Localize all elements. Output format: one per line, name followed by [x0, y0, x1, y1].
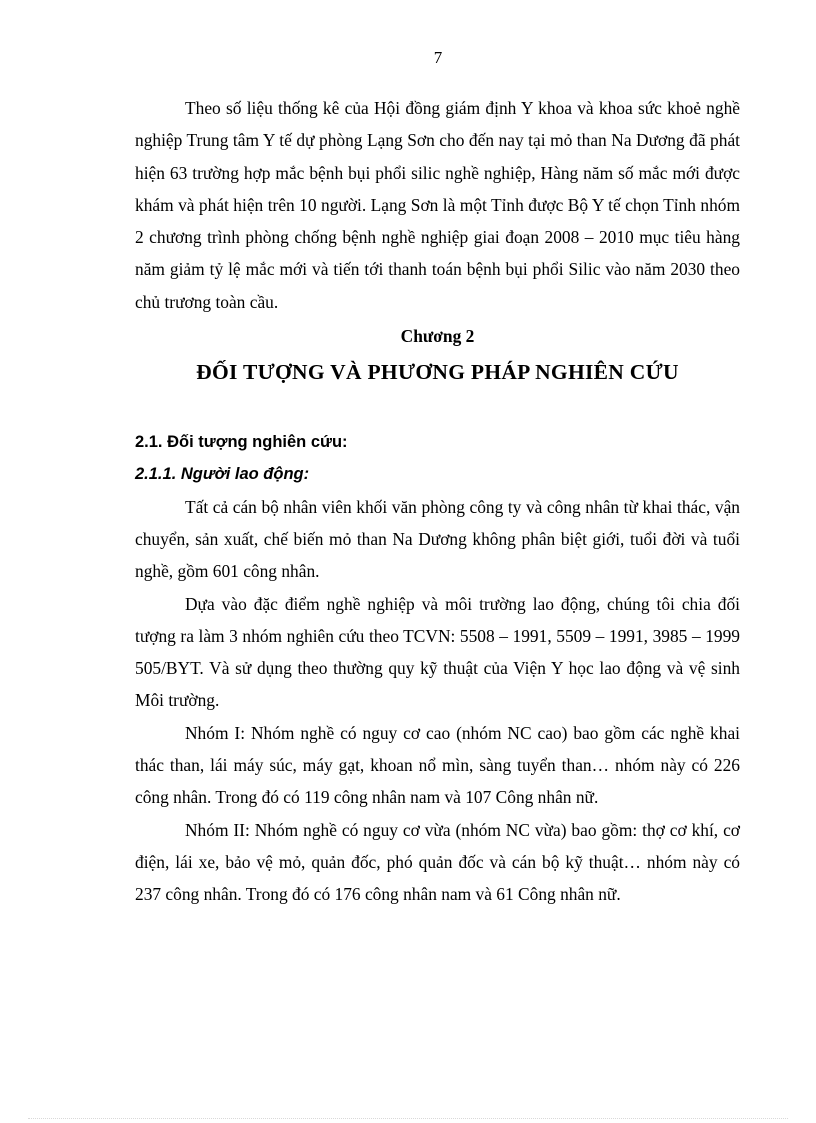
page-bottom-divider — [28, 1118, 788, 1119]
section-heading: 2.1. Đối tượng nghiên cứu: — [135, 433, 348, 452]
paragraph-participants: Tất cả cán bộ nhân viên khối văn phòng công ty và công nhân từ khai thác, vận chuyển, sản xuất, chế biến mỏ than Na Dương không phân biệt giới, tuổi đời và tuổi nghề, gồm 601 công nhân. — [135, 496, 740, 582]
paragraph-grouping: Dựa vào đặc điểm nghề nghiệp và môi trường lao động, chúng tôi chia đối tượng ra làm 3 nhóm nghiên cứu theo TCVN: 5508 – 1991, 5509 – 1991, 3985 – 1999 505/BYT. Và sử dụng theo thường quy kỹ thuật của Viện Y học lao động và vệ sinh Môi trường. — [135, 593, 740, 711]
document-body — [135, 92, 740, 911]
paragraph-group-1: Nhóm I: Nhóm nghề có nguy cơ cao (nhóm NC cao) bao gồm các nghề khai thác than, lái máy súc, máy gạt, khoan nổ mìn, sàng tuyển than… nhóm này có 226 công nhân. Trong đó có 119 công nhân nam và 107 Công nhân nữ. — [135, 722, 740, 808]
chapter-title: ĐỐI TƯỢNG VÀ PHƯƠNG PHÁP NGHIÊN CỨU — [196, 360, 679, 385]
paragraph-group-2: Nhóm II: Nhóm nghề có nguy cơ vừa (nhóm NC vừa) bao gồm: thợ cơ khí, cơ điện, lái xe, bảo vệ mỏ, quản đốc, phó quản đốc và cán bộ kỹ thuật… nhóm này có 237 công nhân. Trong đó có 176 công nhân nam và 61 Công nhân nữ. — [135, 819, 740, 905]
chapter-label: Chương 2 — [400, 326, 475, 347]
intro-paragraph: Theo số liệu thống kê của Hội đồng giám định Y khoa và khoa sức khoẻ nghề nghiệp Trung tâm Y tế dự phòng Lạng Sơn cho đến nay tại mỏ than Na Dương đã phát hiện 63 trường hợp mắc bệnh bụi phổi silic nghề nghiệp, Hàng năm số mắc mới được khám và phát hiện trên 10 người. Lạng Sơn là một Tỉnh được Bộ Y tế chọn Tỉnh nhóm 2 chương trình phòng chống bệnh nghề nghiệp giai đoạn 2008 – 2010 mục tiêu hàng năm giảm tỷ lệ mắc mới và tiến tới thanh toán bệnh bụi phổi Silic vào năm 2030 theo chủ trương toàn cầu. — [135, 98, 740, 312]
page-number: 7 — [433, 48, 443, 67]
subsection-heading: 2.1.1. Người lao động: — [135, 465, 310, 484]
